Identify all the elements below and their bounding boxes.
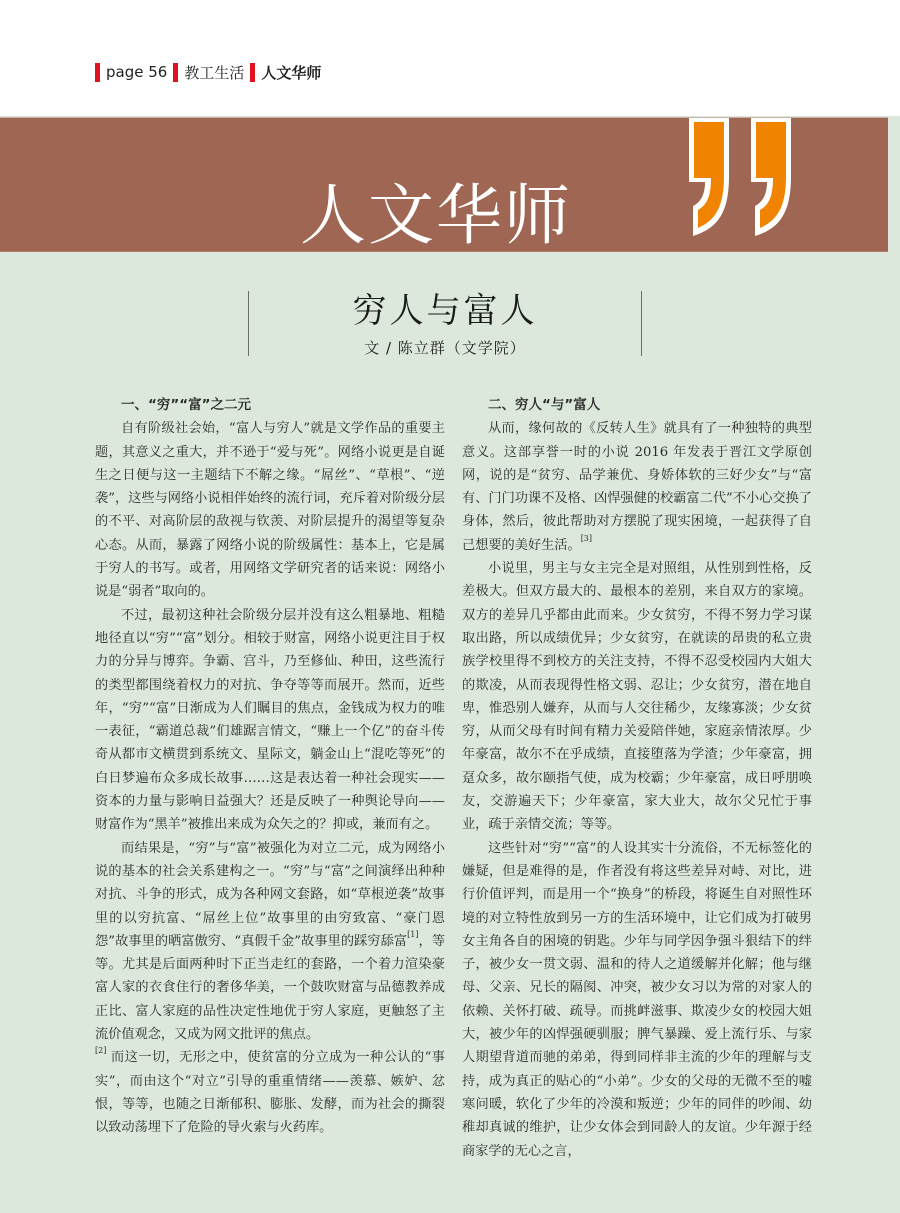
footnote-marker: [2] [95, 1046, 107, 1056]
paragraph: 小说里，男主与女主完全是对照组，从性别到性格，反差极大。但双方最大的、最根本的差别，来自双方的家境。双方的差异几乎都由此而来。少女贫穷，不得不努力学习谋取出路，所以成绩优异；少女贫穷，在就读的昂贵的私立贵族学校里得不到校方的关注支持，不得不忍受校园内大姐大的欺凌，从而表现得性格文弱、忍让；少女贫穷，潜在地自卑，惟恐别人嫌弃，从而与人交往稀少，友缘寡淡；少女贫穷，从而父母有时间有精力关爱陪伴她，家庭亲情浓厚。少年豪富，故尔不在乎成绩，直接堕落为学渣；少年豪富，拥趸众多，故尔颐指气使，成为校霸；少年豪富，成日呼朋唤友，交游遍天下；少年豪富，家大业大，故尔父兄忙于事业，疏于亲情交流；等等。 [462, 561, 812, 833]
closing-double-quote-icon [747, 116, 795, 238]
column-label: 人文华师 [261, 63, 322, 82]
paragraph: 自有阶级社会始，“富人与穷人”就是文学作品的重要主题，其意义之重大，并不逊于“爱与死”。网络小说更是自诞生之日便与这一主题结下不解之缘。“屌丝”、“草根”、“逆袭”，这些与网络小说相伴始终的流行词，充斥着对阶级分层的不平、对高阶层的敌视与钦羡、对阶层提升的渴望等复杂心态。从而，暴露了网络小说的阶级属性：基本上，它是属于穷人的书写。或者，用网络文学研究者的话来说：网络小说是“弱者”取向的。 [95, 421, 445, 600]
article-byline: 文 / 陈立群（文学院） [364, 339, 526, 357]
paragraph: 这些针对“穷”“富”的人设其实十分流俗，不无标签化的嫌疑，但是难得的是，作者没有将这些差异对峙、对比，进行价值评判，而是用一个“换身”的桥段，将诞生自对照性环境的对立特性放到另一方的生活环境中，让它们成为打破男女主角各自的困境的钥匙。少年与同学因争强斗狠结下的绊子，被少女一贯文弱、温和的待人之道缓解并化解；他与继母、父亲、兄长的隔阂、冲突，被少女习以为常的对家人的依赖、关怀打破、疏导。而挑衅滋事、欺凌少女的校园大姐大，被少年的凶悍强硬驯服；脾气暴躁、爱上流行乐、与家人期望背道而驰的弟弟，得到同样非主流的少年的理解与支持，成为真正的贴心的“小弟”。少女的父母的无微不至的嘘寒问暖，软化了少年的冷漠和叛逆；少年的同伴的吵闹、幼稚却真诚的维护，让少女体会到同龄人的友谊。少年源于经商家学的无心之言， [462, 840, 812, 1159]
section-label: 教工生活 [184, 63, 245, 82]
column-banner [0, 117, 888, 252]
page-header-area [0, 0, 900, 116]
closing-double-quote-icon [685, 116, 733, 238]
footnote-marker: [3] [580, 533, 593, 543]
paragraph-text: 从而，缘何故的《反转人生》就具有了一种独特的典型意义。这部享誉一时的小说 2016 年发表于晋江文学原创网，说的是“贫穷、品学兼优、身娇体软的三好少女”与“富有、门门功课不及格、凶悍强健的校霸富二代”不小心交换了身体，然后，彼此帮助对方摆脱了现实困境，一起获得了自己想要的美好生活。 [462, 421, 812, 553]
footnote-marker: [1] [407, 929, 419, 939]
paragraph [462, 417, 812, 557]
paragraph-text: 而这一切，无形之中，使贫富的分立成为一种公认的“事实”，而由这个“对立”引导的重重情绪——羡慕、嫉妒、忿恨，等等，也随之日渐郁积、膨胀、发酵，而为社会的撕裂以致动荡埋下了危险的导火索与火药库。 [95, 1050, 445, 1136]
paragraph: 不过，最初这种社会阶级分层并没有这么粗暴地、粗糙地径直以“穷”“富”划分。相较于财富，网络小说更注目于权力的分异与博弈。争霸、宫斗，乃至修仙、种田，这些流行的类型都围绕着权力的对抗、争夺等等而展开。然而，近些年，“穷”“富”日渐成为人们瞩目的焦点，金钱成为权力的唯一表征，“霸道总裁”们雄踞言情文，“赚上一个亿”的奋斗传奇从都市文横贯到系统文、星际文，躺金山上“混吃等死”的白日梦遍布众多成长故事……这是表达着一种社会现实——资本的力量与影响日益强大？还是反映了一种舆论导向——财富作为“黑羊”被推出来成为众矢之的？抑或，兼而有之。 [95, 607, 445, 833]
paragraph [95, 1046, 445, 1139]
article-title: 穷人与富人 [352, 291, 538, 331]
page-number: page 56 [106, 63, 168, 81]
red-bar-marker [173, 63, 178, 82]
right-column [462, 394, 812, 1163]
red-bar-marker [250, 63, 255, 82]
left-column [95, 394, 445, 1140]
paragraph-text: 而结果是，“穷”与“富”被强化为对立二元，成为网络小说的基本的社会关系建构之一。“穷”与“富”之间演绎出种种对抗、斗争的形式，成为各种网文套路，如“草根逆袭”故事里的以穷抗富、“屌丝上位”故事里的由穷致富、“豪门恩怨”故事里的晒富傲穷、“真假千金”故事里的踩穷舔富 [95, 840, 445, 949]
running-head [95, 60, 327, 84]
red-bar-marker [95, 63, 100, 82]
section-heading: 二、穷人“与”富人 [488, 397, 601, 413]
banner-title: 人文华师 [300, 177, 572, 254]
paragraph [95, 837, 445, 1047]
article-title-block [248, 291, 642, 356]
paragraph-text: ，等等。尤其是后面两种时下正当走红的套路，一个着力渲染豪富人家的衣食住行的奢侈华美，一个鼓吹财富与品德教养成正比、富人家庭的品性决定性地优于穷人家庭，更触怒了主流价值观念，又成为网文批评的焦点。 [95, 933, 446, 1043]
section-heading: 一、“穷”“富”之二元 [121, 397, 251, 413]
